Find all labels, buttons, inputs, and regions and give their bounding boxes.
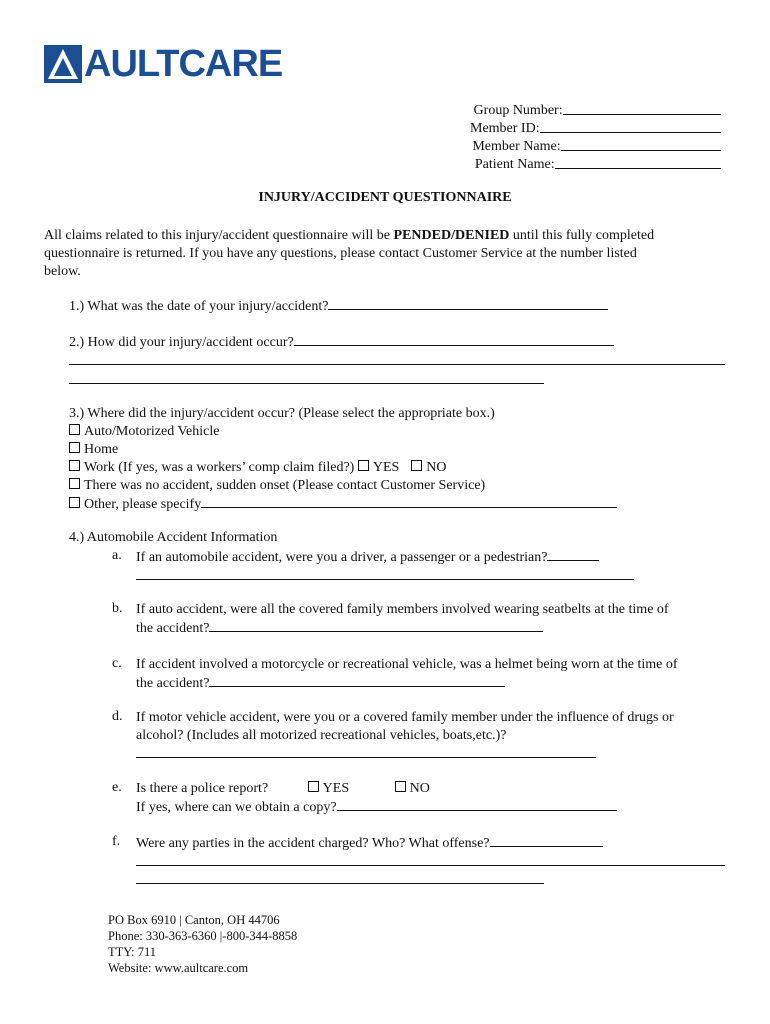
intro-text-1: All claims related to this injury/accident questionnaire will be — [44, 228, 394, 243]
member-id-field[interactable] — [540, 120, 721, 133]
intro-line-1 — [44, 227, 654, 245]
question-4d-line-1: If motor vehicle accident, were you or a covered family member under the influence of drugs or — [136, 710, 674, 725]
work-checkbox[interactable] — [69, 460, 80, 471]
member-name-field[interactable] — [561, 138, 721, 151]
question-4b — [136, 601, 669, 638]
police-report-no-label: NO — [409, 781, 430, 796]
question-4e — [136, 780, 617, 817]
work-comp-no-label: NO — [426, 460, 447, 475]
logo-brand-text: AULTCARE — [84, 43, 283, 85]
injury-date-field[interactable] — [328, 297, 608, 310]
question-4d-line-2: alcohol? (Includes all motorized recreational vehicles, boats,etc.)? — [136, 728, 507, 743]
police-report-yes-label: YES — [322, 781, 350, 796]
intro-pended-denied: PENDED/DENIED — [393, 228, 510, 243]
seatbelts-field[interactable] — [209, 619, 543, 632]
question-4a — [136, 548, 599, 566]
police-report-no-checkbox[interactable] — [395, 781, 406, 792]
question-4f-label: f. — [112, 834, 121, 849]
question-2-text: 2.) How did your injury/accident occur? — [69, 335, 294, 350]
question-3-text: 3.) Where did the injury/accident occur? (Please select the appropriate box.) — [69, 406, 495, 421]
option-auto — [69, 423, 617, 441]
aultcare-logo-icon — [44, 45, 82, 83]
question-1 — [69, 297, 608, 315]
member-name-row — [470, 138, 721, 156]
auto-checkbox[interactable] — [69, 424, 80, 435]
injury-how-line-2[interactable] — [69, 364, 725, 365]
option-work-label: Work (If yes, was a workers’ comp claim filed?) — [84, 460, 355, 475]
patient-name-label: Patient Name: — [474, 157, 555, 172]
question-4d-answer-line[interactable] — [136, 757, 596, 758]
question-1-text: 1.) What was the date of your injury/accident? — [69, 299, 329, 314]
option-other — [69, 495, 617, 514]
question-4b-label: b. — [112, 601, 123, 616]
question-3 — [69, 405, 617, 514]
helmet-field[interactable] — [209, 674, 505, 687]
aultcare-logo — [44, 44, 282, 84]
other-checkbox[interactable] — [69, 497, 80, 508]
option-no-accident-label: There was no accident, sudden onset (Please contact Customer Service) — [84, 478, 486, 493]
question-4f — [136, 834, 603, 852]
footer-tty: TTY: 711 — [108, 945, 157, 959]
question-2 — [69, 333, 614, 351]
work-comp-yes-checkbox[interactable] — [358, 460, 369, 471]
question-4b-line-1: If auto accident, were all the covered family members involved wearing seatbelts at the time of — [136, 602, 669, 617]
question-4a-text: If an automobile accident, were you a driver, a passenger or a pedestrian? — [136, 550, 548, 565]
police-report-yes-checkbox[interactable] — [308, 781, 319, 792]
option-home — [69, 441, 617, 459]
member-id-label: Member ID: — [470, 121, 540, 136]
group-number-row — [470, 102, 721, 120]
footer-website: Website: www.aultcare.com — [108, 961, 249, 975]
question-4c-text-2: the accident? — [136, 676, 210, 691]
question-4e-text: Is there a police report? — [136, 781, 269, 796]
group-number-label: Group Number: — [473, 103, 563, 118]
other-specify-field[interactable] — [201, 495, 617, 508]
question-4c-label: c. — [112, 656, 122, 671]
work-comp-yes-label: YES — [372, 460, 400, 475]
parties-charged-field[interactable] — [490, 834, 603, 847]
question-4c-line-1: If accident involved a motorcycle or recreational vehicle, was a helmet being worn at the time of — [136, 657, 678, 672]
question-4e-text-2: If yes, where can we obtain a copy? — [136, 800, 337, 815]
question-4c — [136, 656, 678, 693]
intro-line-3: below. — [44, 264, 81, 279]
option-other-label: Other, please specify — [84, 497, 202, 512]
question-4d — [136, 709, 674, 745]
question-4f-text: Were any parties in the accident charged? Who? What offense? — [136, 836, 490, 851]
option-auto-label: Auto/Motorized Vehicle — [84, 424, 220, 439]
no-accident-checkbox[interactable] — [69, 478, 80, 489]
question-4-heading: 4.) Automobile Accident Information — [69, 530, 278, 545]
question-4b-line-2 — [136, 619, 669, 638]
intro-text-2: until this fully completed — [509, 228, 655, 243]
question-4d-label: d. — [112, 709, 123, 724]
footer-phone: Phone: 330-363-6360 |-800-344-8858 — [108, 929, 298, 943]
member-id-row — [470, 120, 721, 138]
intro-paragraph — [44, 227, 654, 281]
question-4f-line-3[interactable] — [136, 883, 544, 884]
option-no-accident — [69, 477, 617, 495]
question-4b-text-2: the accident? — [136, 621, 210, 636]
option-home-label: Home — [84, 442, 119, 457]
question-4f-line-2[interactable] — [136, 865, 725, 866]
patient-name-field[interactable] — [555, 156, 721, 169]
header-fields — [470, 102, 721, 174]
footer-address: PO Box 6910 | Canton, OH 44706 — [108, 913, 280, 927]
question-4a-label: a. — [112, 548, 122, 563]
question-4a-line-2[interactable] — [136, 579, 634, 580]
work-comp-no-checkbox[interactable] — [411, 460, 422, 471]
driver-passenger-field[interactable] — [547, 548, 599, 561]
member-name-label: Member Name: — [472, 139, 561, 154]
injury-how-field[interactable] — [294, 333, 614, 346]
home-checkbox[interactable] — [69, 442, 80, 453]
footer-contact — [108, 912, 297, 976]
injury-how-line-3[interactable] — [69, 383, 544, 384]
page-title: INJURY/ACCIDENT QUESTIONNAIRE — [258, 190, 512, 205]
question-4e-line-2 — [136, 798, 617, 817]
group-number-field[interactable] — [563, 102, 721, 115]
question-4e-label: e. — [112, 780, 122, 795]
police-report-location-field[interactable] — [337, 798, 617, 811]
question-4c-line-2 — [136, 674, 678, 693]
question-4e-line-1 — [136, 780, 617, 798]
option-work — [69, 459, 617, 477]
patient-name-row — [470, 156, 721, 174]
intro-line-2: questionnaire is returned. If you have any questions, please contact Customer Service at the number listed — [44, 246, 637, 261]
